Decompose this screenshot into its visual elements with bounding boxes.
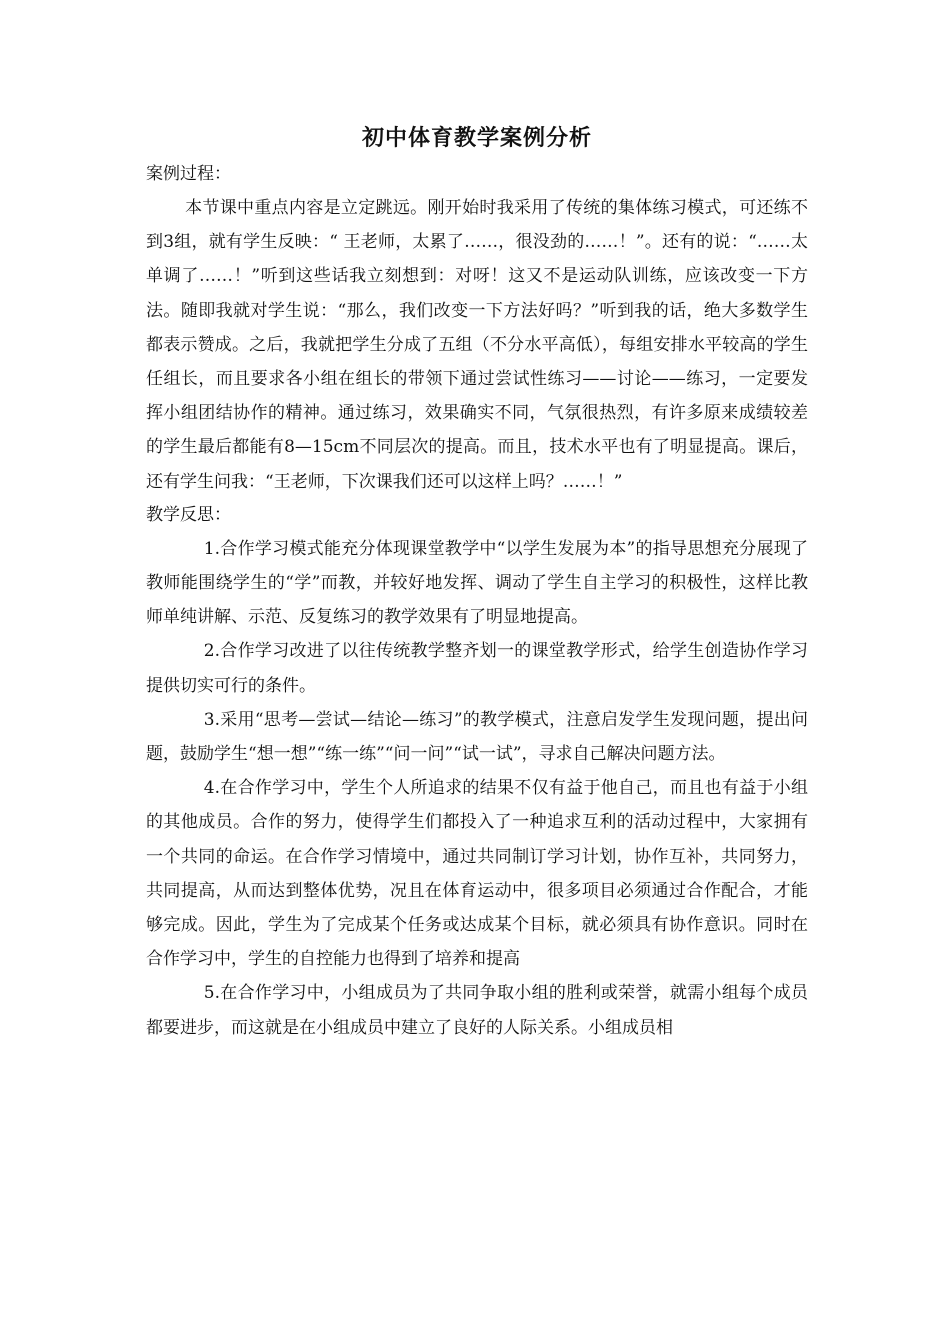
- reflection-item-2: 2.合作学习改进了以往传统教学整齐划一的课堂教学形式，给学生创造协作学习提供切实可行的条件。: [146, 641, 808, 696]
- case-heading: 案例过程：: [146, 164, 231, 184]
- reflection-heading: 教学反思：: [146, 504, 231, 525]
- case-paragraph: 本节课中重点内容是立定跳远。刚开始时我采用了传统的集体练习模式，可还练不到3组，就有学生反映：“ 王老师，太累了……，很没劲的……！”。还有的说：“……太单调了……！”听到这些话我立刻想到：对呀！这又不是运动队训练，应该改变一下方法。随即我就对学生说：“那么，我们改变一下方法好吗？”听到我的话，绝大多数学生都表示赞成。之后，我就把学生分成了五组（不分水平高低），每组安排水平较高的学生任组长，而且要求各小组在组长的带领下通过尝试性练习——讨论——练习，一定要发挥小组团结协作的精神。通过练习，效果确实不同，气氛很热烈，有许多原来成绩较差的学生最后都能有8—15cm不同层次的提高。而且，技术水平也有了明显提高。课后，还有学生问我：“王老师，下次课我们还可以这样上吗？……！”: [146, 198, 808, 492]
- reflection-item-1: 1.合作学习模式能充分体现课堂教学中“以学生发展为本”的指导思想充分展现了教师能围绕学生的“学”而教，并较好地发挥、调动了学生自主学习的积极性，这样比教师单纯讲解、示范、反复练习的教学效果有了明显地提高。: [146, 538, 808, 628]
- document-page: [146, 118, 808, 1045]
- reflection-item-5: 5.在合作学习中，小组成员为了共同争取小组的胜利或荣誉，就需小组每个成员都要进步，而这就是在小组成员中建立了良好的人际关系。小组成员相: [146, 983, 808, 1038]
- reflection-item-4: 4.在合作学习中，学生个人所追求的结果不仅有益于他自己，而且也有益于小组的其他成员。合作的努力，使得学生们都投入了一种追求互利的活动过程中，大家拥有一个共同的命运。在合作学习情境中，通过共同制订学习计划，协作互补，共同努力，共同提高，从而达到整体优势，况且在体育运动中，很多项目必须通过合作配合，才能够完成。因此，学生为了完成某个任务或达成某个目标，就必须具有协作意识。同时在合作学习中，学生的自控能力也得到了培养和提高: [146, 778, 808, 970]
- document-title: 初中体育教学案例分析: [361, 125, 592, 151]
- reflection-item-3: 3.采用“思考—尝试—结论—练习”的教学模式，注意启发学生发现问题，提出问题，鼓励学生“想一想”“练一练”“问一问”“试一试”，寻求自己解决问题方法。: [146, 709, 808, 765]
